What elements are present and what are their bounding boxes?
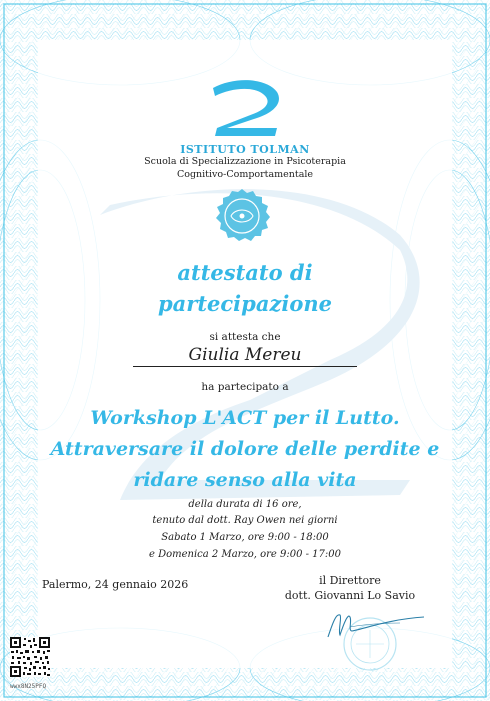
title-line2: partecipazione <box>157 291 332 316</box>
event-title <box>0 403 490 496</box>
recipient-name: Giulia Mereu <box>133 345 357 367</box>
qr-code-icon <box>10 637 50 677</box>
title-line1: attestato di <box>177 260 313 285</box>
detail-line3: Sabato 1 Marzo, ore 9:00 - 18:00 <box>161 532 329 543</box>
director-name: dott. Giovanni Lo Savio <box>284 589 416 602</box>
event-line2: Attraversare il dolore delle perdite e <box>50 438 440 460</box>
signature-icon <box>320 605 430 645</box>
detail-line4: e Domenica 2 Marzo, ore 9:00 - 17:00 <box>149 549 341 560</box>
detail-line1: della durata di 16 ore, <box>188 499 302 510</box>
institute-subtitle-line1: Scuola di Specializzazione in Psicoterapia <box>144 156 346 167</box>
detail-line2: tenuto dal dott. Ray Owen nei giorni <box>152 515 338 526</box>
attesta-text: si attesta che <box>209 331 281 343</box>
institute-logo-icon <box>205 78 285 140</box>
event-line1: Workshop L'ACT per il Lutto. <box>90 407 400 429</box>
event-line3: ridare senso alla vita <box>133 469 357 491</box>
participated-text: ha partecipato a <box>201 381 289 393</box>
place-date: Palermo, 24 gennaio 2026 <box>42 578 189 591</box>
institute-name: ISTITUTO TOLMAN <box>180 143 310 156</box>
seal-icon <box>211 187 273 243</box>
verification-code: wwx8N25PFQ <box>10 683 47 690</box>
director-role: il Direttore <box>319 574 381 587</box>
certificate-title <box>0 257 490 319</box>
institute-subtitle-line2: Cognitivo-Comportamentale <box>176 169 314 180</box>
